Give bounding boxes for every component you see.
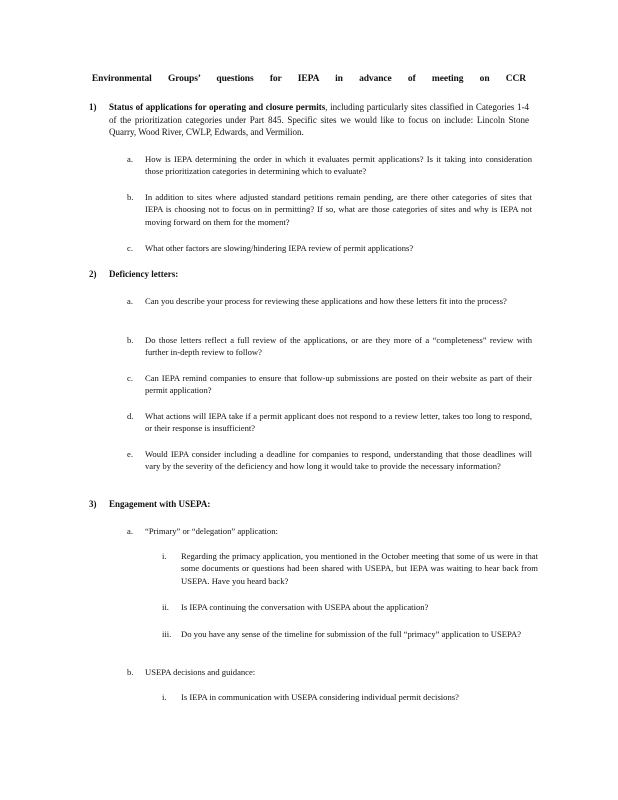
item-marker: ii. [162, 602, 169, 612]
list-item [127, 410, 532, 435]
item-marker: i. [162, 551, 167, 561]
item-marker: b. [127, 335, 134, 345]
item-marker: a. [127, 154, 133, 164]
item-text: Can you describe your process for reviewing these applications and how these letters fit into the process? [145, 296, 507, 306]
item-text: How is IEPA determining the order in which it evaluates permit applications? Is it taking into consideration those prioritization categories in determining which to evaluate? [145, 154, 532, 177]
item-text: Do those letters reflect a full review of the applications, or are they more of a “completeness” review with further in-depth review to follow? [145, 335, 532, 358]
section-number: 3) [89, 499, 97, 509]
item-text: Do you have any sense of the timeline for submission of the full “primacy” application to USEPA? [181, 629, 522, 639]
item-text: Would IEPA consider including a deadline for companies to respond, understanding that those deadlines will vary by the severity of the deficiency and how long it would take to provide the necessary information? [145, 449, 532, 472]
item-text: “Primary” or “delegation” application: [145, 526, 278, 536]
list-item [160, 628, 538, 640]
list-item [127, 448, 532, 473]
item-text: USEPA decisions and guidance: [145, 667, 256, 677]
section-heading: Status of applications for operating and closure permits [109, 102, 326, 112]
section-2 [89, 268, 529, 281]
item-marker: c. [127, 373, 133, 383]
item-text: Can IEPA remind companies to ensure that follow-up submissions are posted on their website as part of their permit application? [145, 373, 532, 396]
item-text: Regarding the primacy application, you mentioned in the October meeting that some of us were in that some documents or questions had been shared with USEPA, but IEPA was waiting to hear back from USEPA. Have you heard back? [181, 551, 538, 586]
item-marker: iii. [162, 629, 172, 639]
item-marker: e. [127, 449, 133, 459]
list-item [127, 372, 532, 397]
list-item [127, 525, 532, 537]
list-item [160, 550, 538, 587]
section-1 [89, 101, 529, 139]
item-marker: i. [162, 692, 167, 702]
item-text: Is IEPA continuing the conversation with USEPA about the application? [181, 602, 429, 612]
item-text: In addition to sites where adjusted standard petitions remain pending, are there other categories of sites that IEPA is choosing not to focus on in permitting? If so, what are those categories of sites and why is IEPA not moving forward on them for the moment? [145, 192, 532, 227]
section-text: , including particularly sites classified in Categories 1-4 of the prioritization categories under Part 845. Specific sites we would like to focus on include: Lincoln Stone Quarry, Wood River, CWLP, Edwards, and Vermilion. [109, 102, 529, 138]
item-marker: a. [127, 296, 133, 306]
document-title: Environmental Groups’ questions for IEPA in advance of meeting on CCR [91, 74, 527, 84]
item-marker: c. [127, 243, 133, 253]
item-text: Is IEPA in communication with USEPA considering individual permit decisions? [181, 692, 459, 702]
item-marker: b. [127, 192, 134, 202]
list-item [127, 191, 532, 228]
section-number: 1) [89, 102, 97, 112]
section-3 [89, 498, 529, 511]
section-number: 2) [89, 269, 97, 279]
item-marker: a. [127, 526, 133, 536]
item-text: What other factors are slowing/hindering IEPA review of permit applications? [145, 243, 414, 253]
list-item [160, 691, 538, 703]
item-marker: b. [127, 667, 134, 677]
list-item [127, 295, 532, 307]
section-heading: Engagement with USEPA: [109, 499, 211, 509]
list-item [127, 666, 532, 678]
item-text: What actions will IEPA take if a permit applicant does not respond to a review letter, takes too long to respond, or their response is insufficient? [145, 411, 532, 434]
list-item [127, 334, 532, 359]
list-item [160, 601, 538, 613]
section-heading: Deficiency letters: [109, 269, 179, 279]
list-item [127, 242, 532, 254]
item-marker: d. [127, 411, 134, 421]
list-item [127, 153, 532, 178]
